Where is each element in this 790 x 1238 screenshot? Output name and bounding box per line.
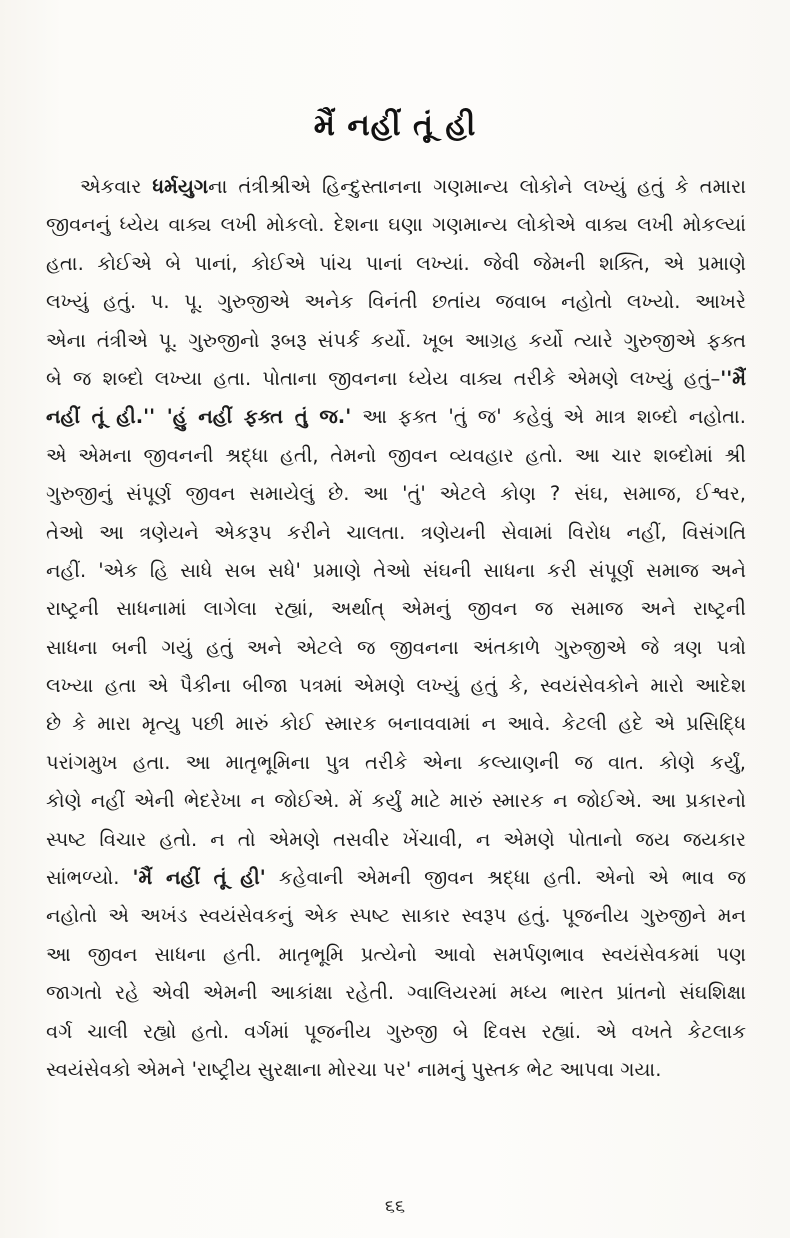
text-segment: જાગતો રહે એવી એમની આકાંક્ષા રહેતી. ગ્વાલિયરમાં મધ્ય ભારત પ્રાંતનો સંઘશિક્ષા <box>46 981 746 1005</box>
text-line <box>46 744 746 782</box>
text-segment: હતા. કોઈએ બે પાનાં, કોઈએ પાંચ પાનાં લખ્યાં. જેવી જેમની શક્તિ, એ પ્રમાણે <box>46 251 746 275</box>
page-title: મૈં નહીં તૂં હી <box>313 108 477 143</box>
text-segment: આ જીવન સાધના હતી. માતૃભૂમિ પ્રત્યેનો આવો સમર્પણભાવ સ્વયંસેવકમાં પણ <box>46 942 746 966</box>
text-line <box>46 782 746 820</box>
text-line <box>46 974 746 1012</box>
text-segment: એ એમના જીવનની શ્રદ્ધા હતી, તેમનો જીવન વ્યવહાર હતો. આ ચાર શબ્દોમાં શ્રી <box>46 443 746 467</box>
text-segment: બે જ શબ્દો લખ્યા હતા. પોતાના જીવનના ધ્યેય વાક્ય તરીકે એમણે લખ્યું હતું– <box>46 366 721 390</box>
text-segment: નહોતો એ અખંડ સ્વયંસેવકનું એક સ્પષ્ટ સાકાર સ્વરૂપ હતું. પૂજનીય ગુરુજીને મન <box>46 904 746 928</box>
page-number: ૬૬ <box>384 1196 406 1217</box>
text-segment: સ્વયંસેવકો એમને 'રાષ્ટ્રીય સુરક્ષાના મોરચા પર' નામનું પુસ્તક ભેટ આપવા ગયા. <box>46 1057 662 1081</box>
text-line <box>46 245 746 283</box>
text-segment: સાંભળ્યો. <box>46 866 133 890</box>
text-segment: ગુરુજીનું સંપૂર્ણ જીવન સમાયેલું છે. આ 'તું' એટલે કોણ ? સંઘ, સમાજ, ઈશ્વર, <box>46 482 746 506</box>
text-line <box>46 859 746 897</box>
text-line <box>46 936 746 974</box>
text-segment: લખ્યું હતું. પ. પૂ. ગુરુજીએ અનેક વિનંતી છતાંય જવાબ નહોતો લખ્યો. આખરે <box>46 290 746 314</box>
text-line <box>46 1051 746 1089</box>
text-segment: તેઓ આ ત્રણેયને એકરૂપ કરીને ચાલતા. ત્રણેયની સેવામાં વિરોધ નહીં, વિસંગતિ <box>46 520 746 544</box>
text-segment: કહેવાની એમની જીવન શ્રદ્ધા હતી. એનો એ ભાવ જ <box>265 866 746 890</box>
bold-text-segment: ધર્મયુગ <box>152 175 209 198</box>
text-segment: કોણે નહીં એની ભેદરેખા ન જોઈએ. મેં કર્યું માટે મારું સ્મારક ન જોઈએ. આ પ્રકારનો <box>46 789 746 813</box>
text-segment: એકવાર <box>80 175 153 198</box>
text-line <box>46 398 746 436</box>
text-segment: લખ્યા હતા એ પૈકીના બીજા પત્રમાં એમણે લખ્યું હતું કે, સ્વયંસેવકોને મારો આદેશ <box>46 674 746 698</box>
bold-text-segment: 'મૈં નહીં તૂં હી' <box>132 866 266 890</box>
text-segment: આ ફક્ત 'તું જ' કહેવું એ માત્ર શબ્દો નહોતા. <box>351 405 746 429</box>
text-segment: ના તંત્રીશ્રીએ હિન્દુસ્તાનના ગણમાન્ય લોકોને લખ્યું હતું કે તમારા <box>208 175 746 198</box>
text-segment: સાધના બની ગયું હતું અને એટલે જ જીવનના અંતકાળે ગુરુજીએ જે ત્રણ પત્રો <box>46 635 746 659</box>
text-segment: જીવનનું ધ્યેય વાક્ય લખી મોકલો. દેશના ઘણા ગણમાન્ય લોકોએ વાક્ય લખી મોકલ્યાં <box>46 213 746 237</box>
text-line <box>46 897 746 935</box>
text-segment: વર્ગ ચાલી રહ્યો હતો. વર્ગમાં પૂજનીય ગુરુજી બે દિવસ રહ્યાં. એ વખતે કેટલાક <box>46 1019 746 1043</box>
text-line <box>46 437 746 475</box>
bold-text-segment: નહીં તૂં હી.'' 'હું નહીં ફક્ત તું જ.' <box>46 405 352 429</box>
text-segment: નહીં. 'એક હિ સાધે સબ સધે' પ્રમાણે તેઓ સંઘની સાધના કરી સંપૂર્ણ સમાજ અને <box>46 558 746 582</box>
text-segment: છે કે મારા મૃત્યુ પછી મારું કોઈ સ્મારક બનાવવામાં ન આવે. કેટલી હદે એ પ્રસિદ્ધિ <box>46 712 746 736</box>
bold-text-segment: ''મૈં <box>720 366 746 390</box>
text-line <box>46 360 746 398</box>
text-line <box>46 1013 746 1051</box>
text-line <box>46 590 746 628</box>
text-line <box>46 705 746 743</box>
text-line <box>46 821 746 859</box>
text-line <box>46 322 746 360</box>
text-segment: સ્પષ્ટ વિચાર હતો. ન તો એમણે તસવીર ખેંચાવી, ન એમણે પોતાનો જય જયકાર <box>46 827 746 851</box>
text-line <box>46 475 746 513</box>
text-line <box>46 667 746 705</box>
text-line <box>46 168 746 206</box>
text-line <box>46 552 746 590</box>
text-segment: પરાંગમુખ હતા. આ માતૃભૂમિના પુત્ર તરીકે એના કલ્યાણની જ વાત. કોણે કર્યું, <box>46 750 746 774</box>
body-paragraph <box>46 168 746 1089</box>
text-line <box>46 206 746 244</box>
text-segment: એના તંત્રીએ પૂ. ગુરુજીનો રૂબરૂ સંપર્ક કર્યો. ખૂબ આગ્રહ કર્યો ત્યારે ગુરુજીએ ફક્ત <box>46 328 746 352</box>
text-line <box>46 629 746 667</box>
text-line <box>46 283 746 321</box>
text-segment: રાષ્ટ્રની સાધનામાં લાગેલા રહ્યાં, અર્થાત્ એમનું જીવન જ સમાજ અને રાષ્ટ્રની <box>46 597 746 621</box>
text-line <box>46 514 746 552</box>
